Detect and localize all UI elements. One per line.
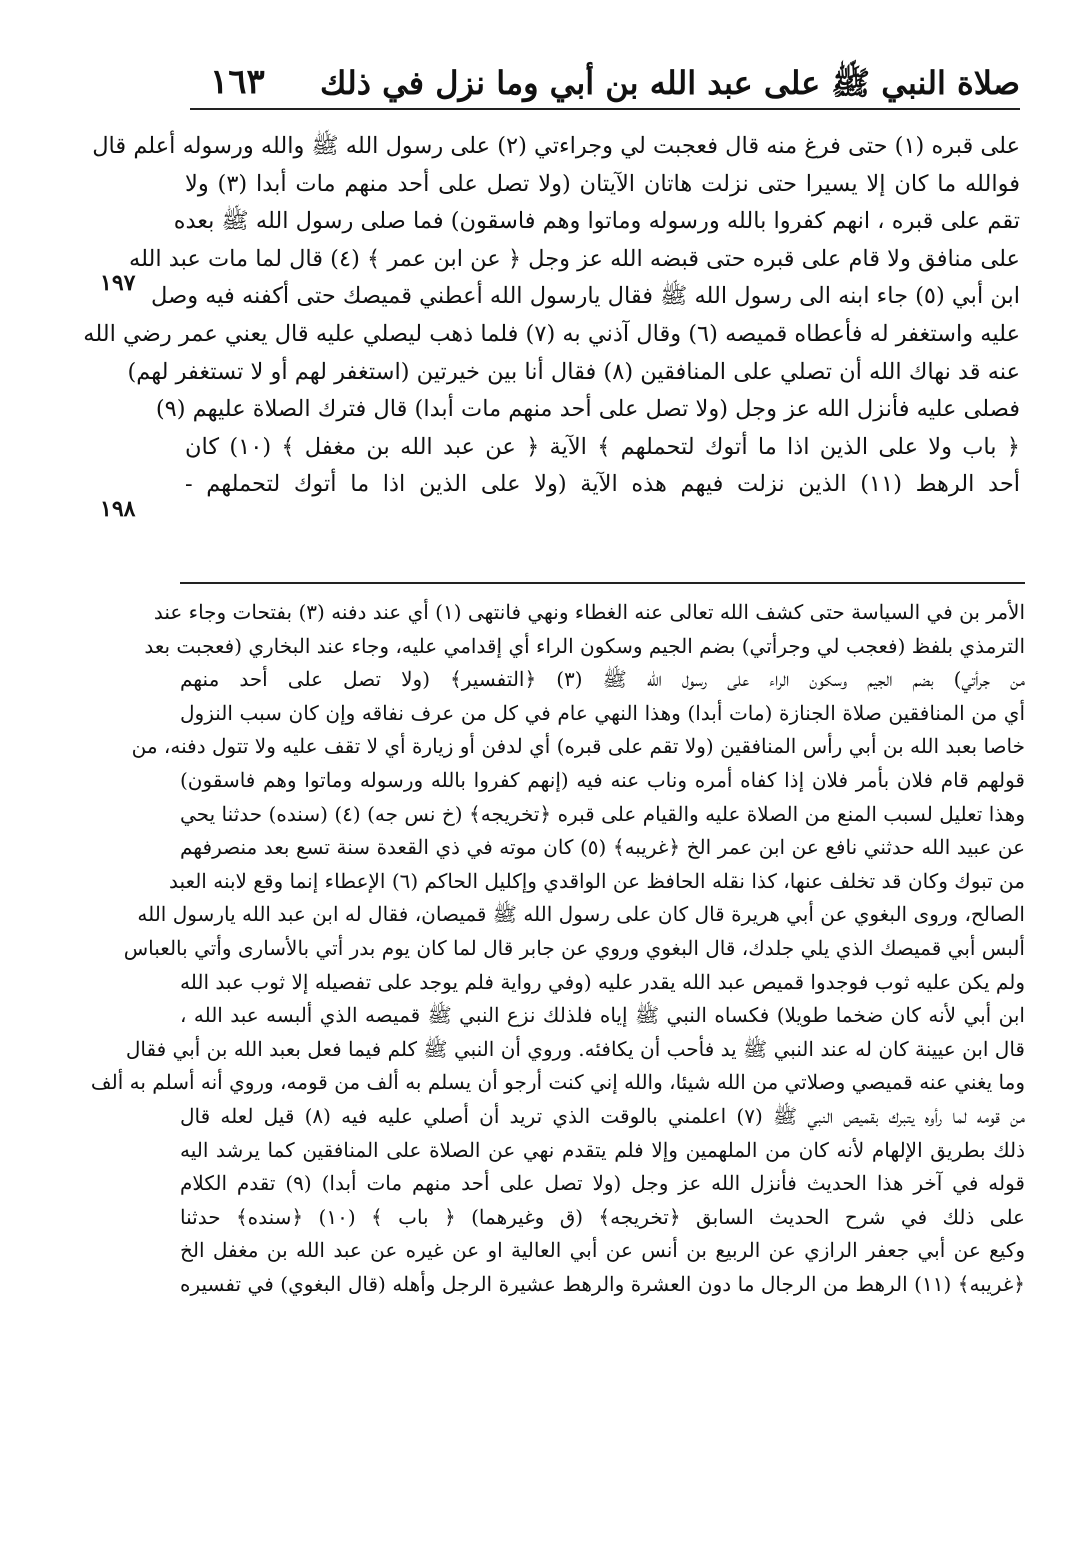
commentary-line: قوله في آخر هذا الحديث فأنزل الله عز وجل (ولا تصل على أحد منهم مات أبدا) (٩) تقدم الكلام: [180, 1171, 1025, 1196]
commentary-line: وما يغني عنه قميصي وصلاتي من الله شيئا، والله إني كنت أرجو أن يسلم به ألف من قومه، وروي أنه أسلم به ألف: [90, 1070, 1025, 1095]
commentary-line: ﴿غريبه﴾ (١١) الرهط من الرجال ما دون العشرة والرهط عشيرة الرجل وأهله (قال البغوي) في تفسيره: [180, 1271, 1026, 1296]
commentary-line: قولهم قام فلان بأمر فلان إذا كفاه أمره وناب عنه فيه (إنهم كفروا بالله ورسوله وماتوا وهم فاسقون): [180, 767, 1025, 792]
commentary-line: الترمذي بلفظ (فعجب لي وجرأتي) بضم الجيم وسكون الراء أي إقدامي عليه، وجاء عند البخاري (فعجبت بعد: [144, 633, 1025, 658]
hadith-number: ١٩٧: [100, 270, 136, 296]
commentary-line: من قومه لما رأوه يتبرك بقميص النبي ﷺ (٧) اعلمني بالوقت الذي تريد أن أصلي عليه فيه (٨) قيل لعله قال: [180, 1103, 1025, 1128]
commentary-line: وهذا تعليل لسبب المنع من الصلاة عليه والقيام على قبره ﴿تخريجه﴾ (خ نس جه) (٤) (سنده) حدثنا يحي: [180, 801, 1026, 826]
commentary-line: ابن أبي لأنه كان ضخما طويلا) فكساه النبي ﷺ إياه فلذلك نزع النبي ﷺ قميصه الذي ألبسه عبد الله ،: [180, 1003, 1025, 1028]
commentary-line: الصالح، وروى البغوي عن أبي هريرة قال كان على رسول الله ﷺ قميصان، فقال له ابن عبد الله يارسول الله: [137, 902, 1025, 927]
main-line: فصلى عليه فأنزل الله عز وجل (ولا تصل على أحد منهم مات أبدا) قال فترك الصلاة عليهم (٩): [155, 396, 1020, 423]
main-line: ﴿ باب ولا على الذين اذا ما أتوك لتحملهم ﴾ الآية ﴿ عن عبد الله بن مغفل ﴾ (١٠) كان: [185, 433, 1020, 460]
page-number: ١٦٣: [210, 62, 265, 102]
commentary-line: قال ابن عيينة كان له عند النبي ﷺ يد فأحب أن يكافئه. وروي أن النبي ﷺ كلم فيما فعل بعبد الله بن أبي فقال: [125, 1036, 1025, 1061]
commentary-line: عن عبيد الله حدثني نافع عن ابن عمر الخ ﴿غريبه﴾ (٥) كان موته في ذي القعدة سنة تسع بعد منصرفهم: [180, 835, 1026, 860]
running-title: صلاة النبي ﷺ على عبد الله بن أبي وما نزل في ذلك: [320, 64, 1020, 102]
commentary-line: خاصا بعبد الله بن أبي رأس المنافقين (ولا تقم على قبره) أي لدفن أو زيارة أي لا تقف عليه ولا تتول دفنه، من: [131, 734, 1025, 759]
main-line: أحد الرهط (١١) الذين نزلت فيهم هذه الآية (ولا على الذين اذا ما أتوك لتحملهم -: [185, 471, 1021, 498]
commentary-line: من جرأتي) بضم الجيم وسكون الراء على رسول الله ﷺ (٣) ﴿التفسير﴾ (ولا تصل على أحد منهم: [180, 667, 1025, 692]
commentary-line: ولم يكن عليه ثوب فوجدوا قميص عبد الله يقدر عليه (وفي رواية فلم يوجد على تفصيله إلا ثوب عبد الله: [180, 969, 1025, 994]
commentary-line: الأمر بن في السياسة حتى كشف الله تعالى عنه الغطاء ونهي فانتهى (١) أي عند دفنه (٣) بفتحات وجاء عند: [153, 600, 1025, 624]
main-line: على قبره (١) حتى فرغ منه قال فعجبت لي وجراءتي (٢) على رسول الله ﷺ والله ورسوله أعلم قال: [92, 133, 1020, 159]
header-rule: [190, 108, 1020, 110]
footnote-divider: [180, 582, 1025, 584]
commentary-line: على ذلك في شرح الحديث السابق ﴿تخريجه﴾ (ق وغيرهما) ﴿ باب ﴾ (١٠) ﴿سنده﴾ حدثنا: [180, 1204, 1025, 1229]
main-line: على منافق ولا قام على قبره حتى قبضه الله عز وجل ﴿ عن ابن عمر ﴾ (٤) قال لما مات عبد الله: [129, 245, 1020, 272]
commentary-line: من تبوك وكان قد تخلف عنها، كذا نقله الحافظ عن الواقدي وإكليل الحاكم (٦) الإعطاء إنما وقع لابنه العبد: [169, 868, 1025, 893]
commentary-line: ذلك بطريق الإلهام لأنه كان من الملهمين وإلا فلم يتقدم نهي عن الصلاة على المنافقين كما يرشد اليه: [180, 1137, 1025, 1162]
commentary-line: ألبس أبي قميصك الذي يلي جلدك، قال البغوي وروي عن جابر قال لما كان يوم بدر أتي بالأسارى وأتي بالعباس: [123, 935, 1025, 960]
hadith-number: ١٩٨: [100, 496, 136, 522]
main-line: ابن أبي (٥) جاء ابنه الى رسول الله ﷺ فقال يارسول الله أعطني قميصك حتى أكفنه فيه وصل: [151, 283, 1020, 310]
commentary-line: أي من المنافقين صلاة الجنازة (مات أبدا) وهذا النهي عام في كل من عرف نفاقه وإن كان سبب النزول: [180, 700, 1025, 725]
commentary-text: [90, 596, 1026, 1301]
main-line: عليه واستغفر له فأعطاه قميصه (٦) وقال آذني به (٧) فلما ذهب ليصلي عليه قال يعني عمر رضي الله: [83, 320, 1020, 347]
page-header: [190, 60, 1020, 110]
main-line: عنه قد نهاك الله أن تصلي على المنافقين (٨) فقال أنا بين خيرتين (استغفر لهم أو لا تستغفر لهم): [127, 358, 1020, 385]
commentary-line: وكيع عن أبي جعفر الرازي عن الربيع بن أنس عن أبي العالية او عن غيره عن عبد الله بن مغفل الخ: [180, 1238, 1025, 1263]
main-line: تقم على قبره ، انهم كفروا بالله ورسوله وماتوا وهم فاسقون) فما صلى رسول الله ﷺ بعده: [173, 208, 1020, 235]
main-line: فوالله ما كان إلا يسيرا حتى نزلت هاتان الآيتان (ولا تصل على أحد منهم مات أبدا (٣) ولا: [185, 170, 1020, 197]
